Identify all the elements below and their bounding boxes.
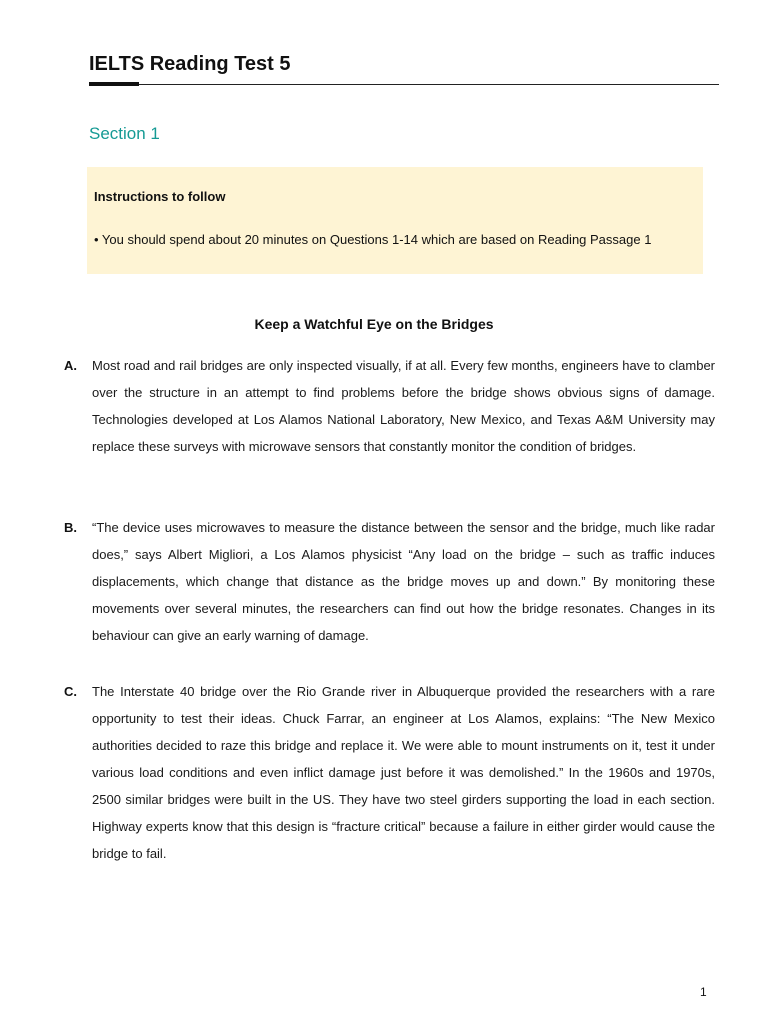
paragraph-text: Most road and rail bridges are only inspected visually, if at all. Every few months, engineers have to clamber over the structure in an attempt to find problems before the bridge shows obvious signs of damage. Technologies developed at Los Alamos National Laboratory, New Mexico, and Texas A&M University may replace these surveys with microwave sensors that constantly monitor the condition of bridges. xyxy=(92,358,715,454)
paragraph-text: The Interstate 40 bridge over the Rio Grande river in Albuquerque provided the researchers with a rare opportunity to test their ideas. Chuck Farrar, an engineer at Los Alamos, explains: “The New Mexico authorities decided to raze this bridge and replace it. We were able to mount instruments on it, test it under various load conditions and even inflict damage just before it was demolished.” In the 1960s and 1970s, 2500 similar bridges were built in the US. They have two steel girders supporting the load in each section. Highway experts know that this design is “fracture critical” because a failure in either girder would cause the bridge to fail. xyxy=(92,684,715,861)
instructions-box xyxy=(87,167,703,274)
title-underline xyxy=(89,84,719,85)
paragraph-a xyxy=(64,352,715,460)
instructions-item: • You should spend about 20 minutes on Questions 1-14 which are based on Reading Passage 1 xyxy=(94,232,652,247)
document-title: IELTS Reading Test 5 xyxy=(89,53,291,75)
paragraph-c xyxy=(64,678,715,867)
passage-title: Keep a Watchful Eye on the Bridges xyxy=(254,316,494,332)
paragraph-letter: C. xyxy=(64,684,77,699)
paragraph-b xyxy=(64,514,715,649)
page-number: 1 xyxy=(700,985,707,999)
section-heading: Section 1 xyxy=(89,124,160,143)
paragraph-letter: B. xyxy=(64,520,77,535)
paragraph-letter: A. xyxy=(64,358,77,373)
instructions-heading: Instructions to follow xyxy=(94,189,226,204)
title-underline-accent xyxy=(89,82,139,86)
paragraph-text: “The device uses microwaves to measure the distance between the sensor and the bridge, much like radar does,” says Albert Migliori, a Los Alamos physicist “Any load on the bridge – such as traffic induces displacements, which change that distance as the bridge moves up and down.” By monitoring these movements over several minutes, the researchers can find out how the bridge resonates. Changes in its behaviour can give an early warning of damage. xyxy=(92,520,715,643)
